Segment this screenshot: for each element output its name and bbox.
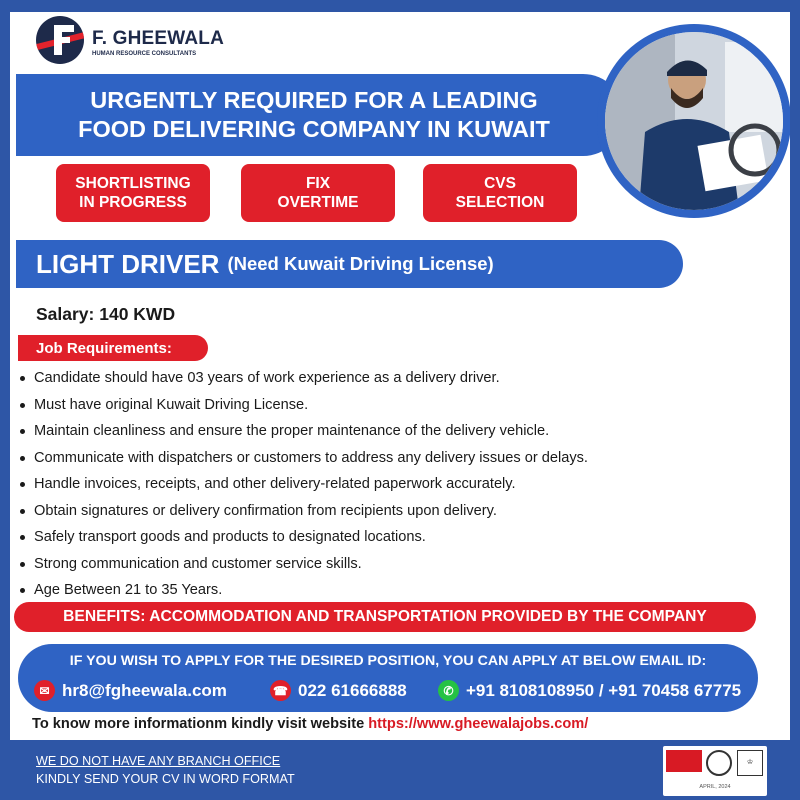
mail-icon: ✉ xyxy=(34,680,55,701)
tag-text: OVERTIME xyxy=(277,194,359,211)
website-label: To know more informationm kindly visit website xyxy=(32,716,365,732)
driver-illustration xyxy=(605,32,783,210)
logo-mark-icon xyxy=(36,16,84,64)
list-item: Communicate with dispatchers or customers to address any delivery issues or delays. xyxy=(20,447,588,474)
requirements-list xyxy=(20,367,588,606)
email-address[interactable]: hr8@fgheewala.com xyxy=(62,680,227,700)
list-item: Age Between 21 to 35 Years. xyxy=(20,579,588,606)
list-item: Handle invoices, receipts, and other delivery-related paperwork accurately. xyxy=(20,473,588,500)
company-name: F. GHEEWALA xyxy=(92,27,225,49)
notice-branch: WE DO NOT HAVE ANY BRANCH OFFICE xyxy=(36,754,281,768)
requirements-heading: Job Requirements: xyxy=(18,335,208,361)
phone-number[interactable]: 022 61666888 xyxy=(298,680,407,700)
ukas-crown-icon: ♔ xyxy=(737,750,763,776)
list-item: Candidate should have 03 years of work experience as a delivery driver. xyxy=(20,367,588,394)
tag-text: CVS xyxy=(484,175,516,192)
notice-cv-format: KINDLY SEND YOUR CV IN WORD FORMAT xyxy=(36,772,295,786)
company-logo xyxy=(36,16,224,64)
benefits-banner: BENEFITS: ACCOMMODATION AND TRANSPORTATION PROVIDED BY THE COMPANY xyxy=(14,602,756,632)
list-item: Must have original Kuwait Driving License. xyxy=(20,394,588,421)
job-poster xyxy=(10,12,790,740)
iso-logo xyxy=(666,750,702,772)
whatsapp-contact[interactable] xyxy=(438,680,741,701)
tag-cv-selection xyxy=(423,164,577,222)
position-note: (Need Kuwait Driving License) xyxy=(227,253,494,274)
tag-text: SHORTLISTING xyxy=(75,175,191,192)
headline-line: FOOD DELIVERING COMPANY IN KUWAIT xyxy=(78,116,550,142)
company-tagline: HUMAN RESOURCE CONSULTANTS xyxy=(92,50,197,57)
apply-banner xyxy=(18,644,758,712)
bureau-veritas-seal-icon xyxy=(706,750,732,776)
whatsapp-icon: ✆ xyxy=(438,680,459,701)
footer xyxy=(0,740,800,800)
tag-text: IN PROGRESS xyxy=(79,194,187,211)
headline-line: URGENTLY REQUIRED FOR A LEADING xyxy=(90,87,538,113)
email-contact[interactable] xyxy=(34,680,227,701)
position-banner xyxy=(16,240,683,288)
list-item: Obtain signatures or delivery confirmation from recipients upon delivery. xyxy=(20,500,588,527)
salary: Salary: 140 KWD xyxy=(36,304,176,324)
position-title: LIGHT DRIVER xyxy=(36,248,220,279)
tag-text: SELECTION xyxy=(455,194,545,211)
cert-date: APRIL, 2024 xyxy=(699,784,731,790)
tag-overtime xyxy=(241,164,395,222)
list-item: Safely transport goods and products to designated locations. xyxy=(20,526,588,553)
tag-text: FIX xyxy=(305,175,331,192)
tag-shortlisting xyxy=(56,164,210,222)
whatsapp-numbers[interactable]: +91 8108108950 / +91 70458 67775 xyxy=(466,680,742,700)
website-line xyxy=(32,716,588,732)
certification-badge xyxy=(663,746,767,796)
apply-heading: IF YOU WISH TO APPLY FOR THE DESIRED POSITION, YOU CAN APPLY AT BELOW EMAIL ID: xyxy=(69,653,707,669)
headline-banner xyxy=(16,74,624,156)
list-item: Strong communication and customer service skills. xyxy=(20,553,588,580)
driver-photo xyxy=(597,24,790,218)
list-item: Maintain cleanliness and ensure the proper maintenance of the delivery vehicle. xyxy=(20,420,588,447)
website-link[interactable]: https://www.gheewalajobs.com/ xyxy=(368,716,589,732)
phone-icon: ☎ xyxy=(270,680,291,701)
phone-contact[interactable] xyxy=(270,680,407,701)
